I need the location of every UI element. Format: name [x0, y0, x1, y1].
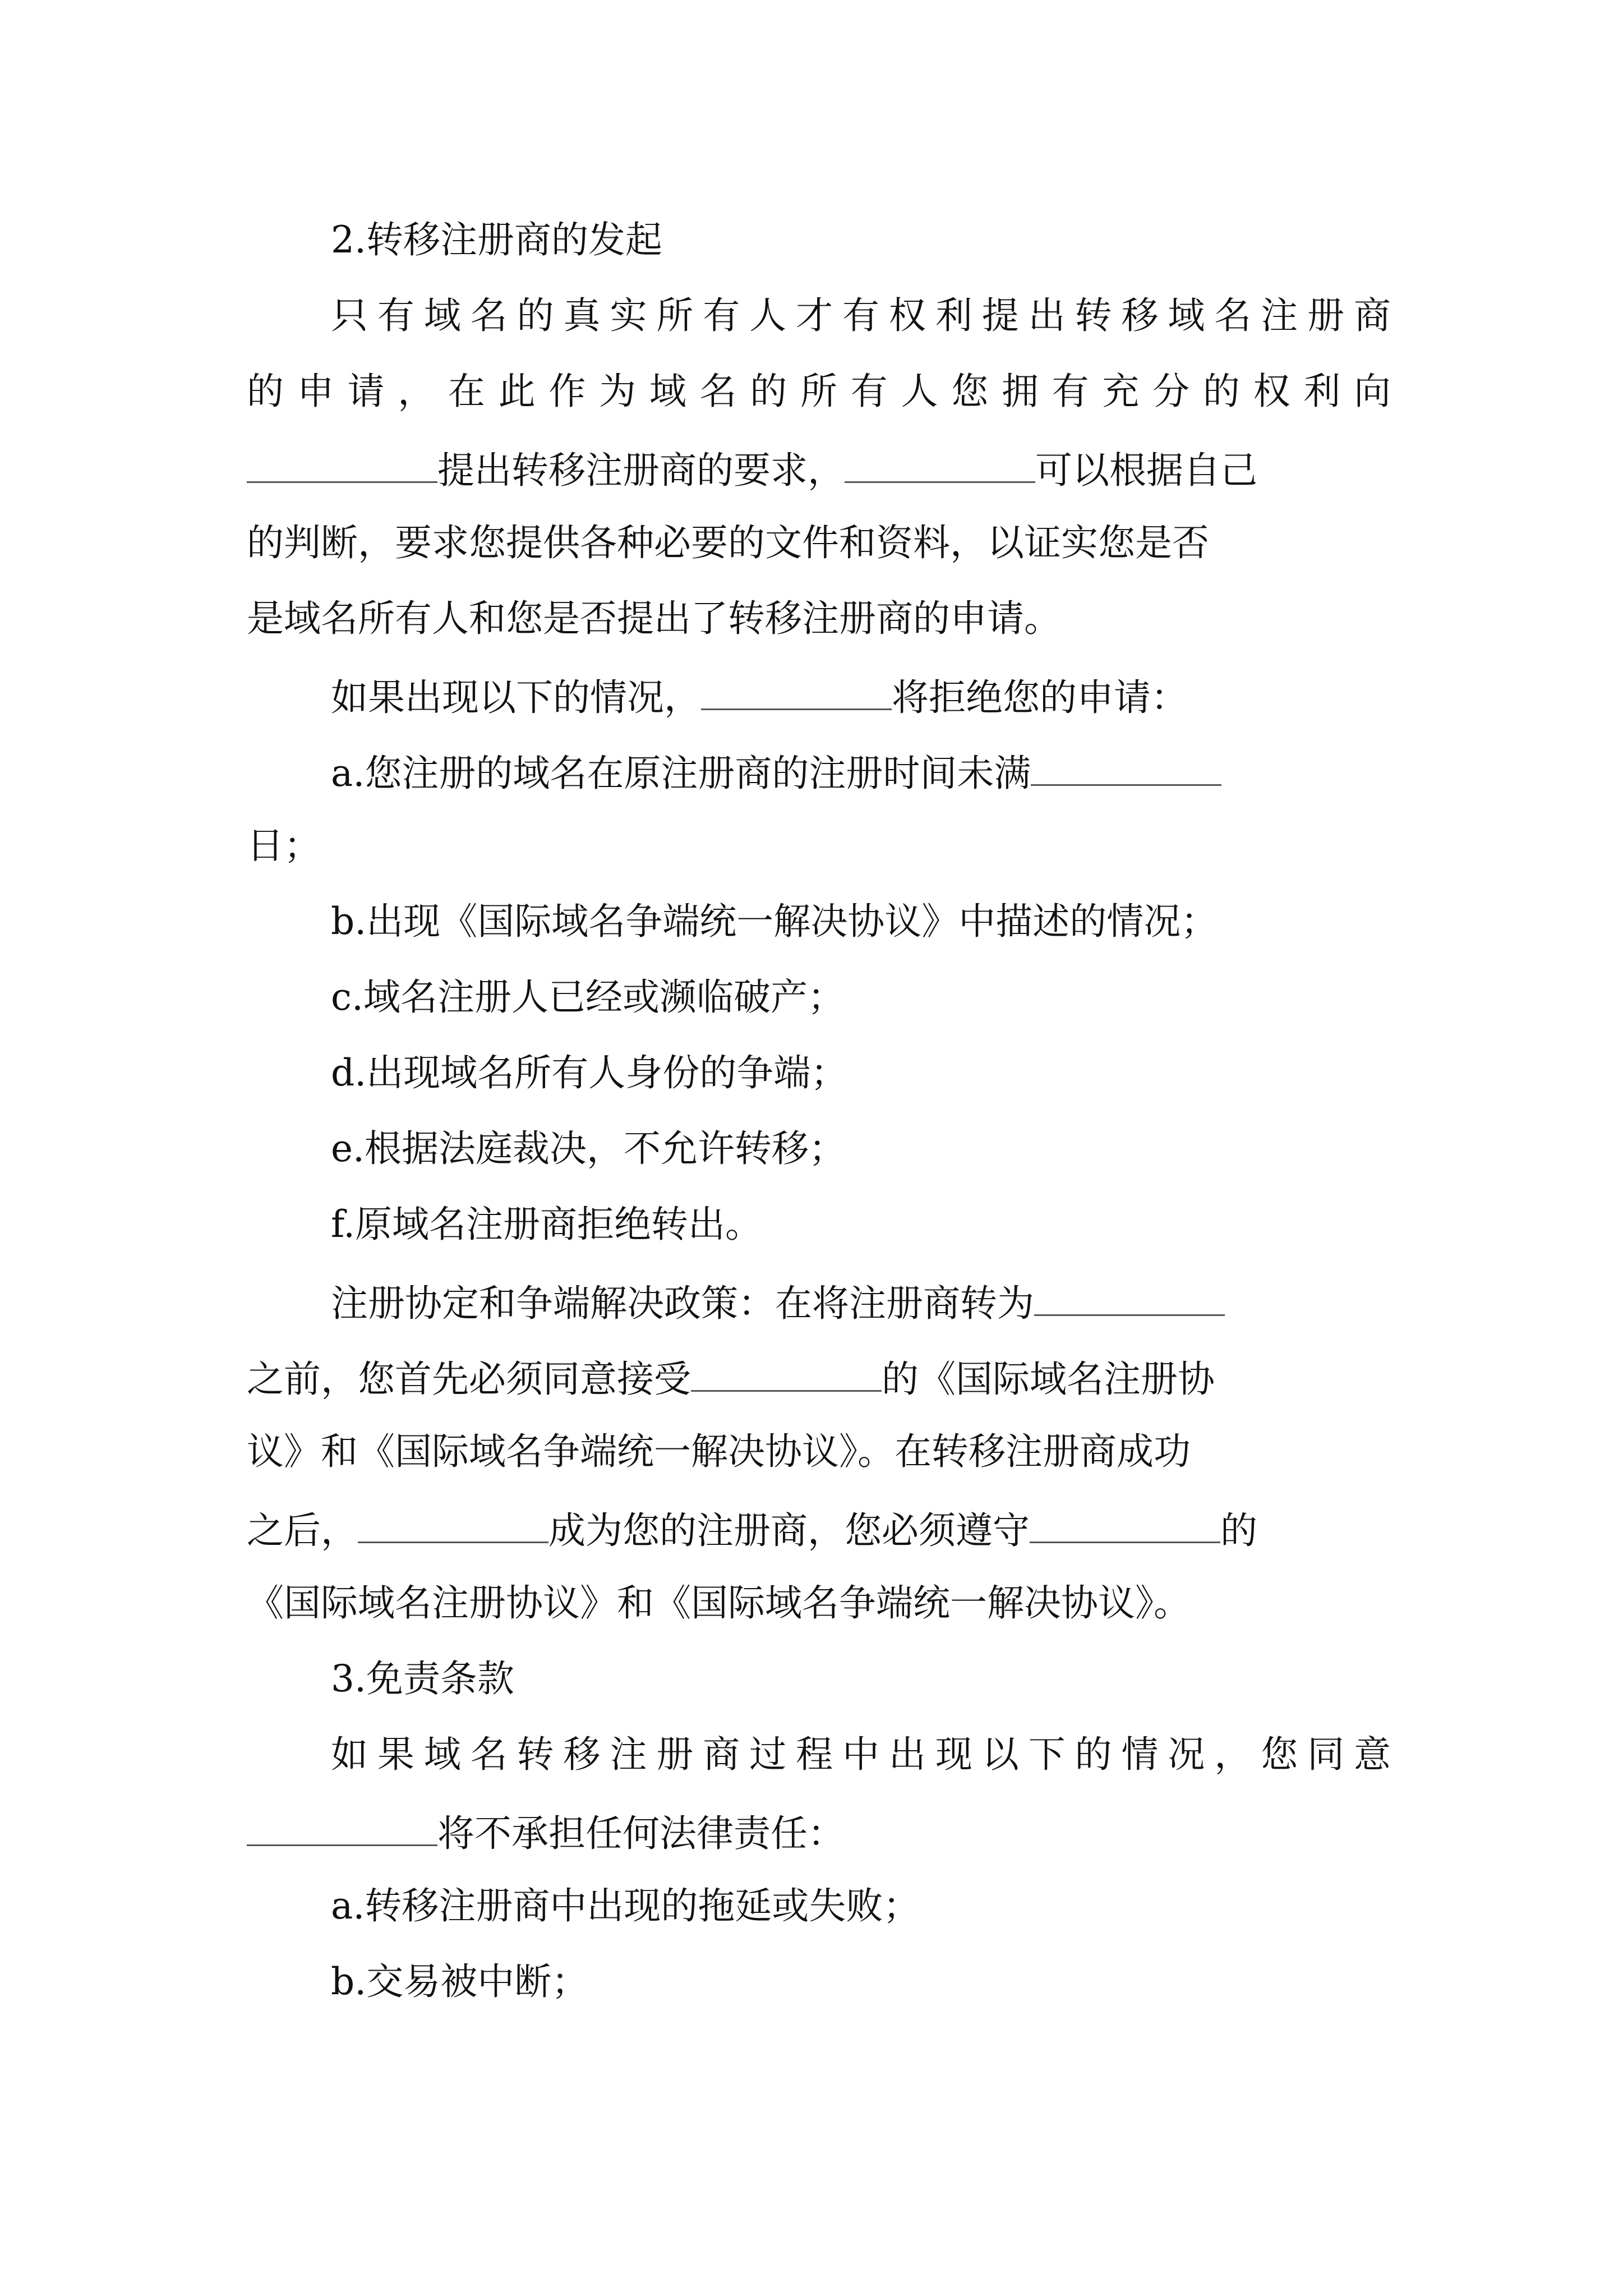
- text-span: a.您注册的域名在原注册商的注册时间未满: [331, 752, 1031, 795]
- list-item: b.出现《国际域名争端统一解决协议》中描述的情况；: [331, 900, 1218, 943]
- paragraph-line: 是域名所有人和您是否提出了转移注册商的申请。: [247, 597, 1061, 640]
- list-item-continuation: 日；: [247, 824, 321, 867]
- paragraph-line: 如果域名转移注册商过程中出现以下的情况，您同意: [331, 1733, 1391, 1776]
- paragraph-line: [247, 1502, 1391, 1556]
- section-heading-transfer: 2.转移注册商的发起: [331, 218, 662, 261]
- blank-field: [1031, 745, 1221, 786]
- list-item: [331, 745, 1475, 799]
- text-span: 将不承担任何法律责任：: [437, 1812, 845, 1855]
- list-item: a.转移注册商中出现的拖延或失败；: [331, 1884, 920, 1927]
- blank-field: [247, 1805, 437, 1846]
- paragraph-line: [247, 442, 1391, 496]
- paragraph-line: [331, 1275, 1475, 1329]
- blank-field: [1030, 1502, 1220, 1543]
- text-span: 之前，您首先必须同意接受: [247, 1358, 691, 1401]
- text-span: 提出转移注册商的要求，: [437, 449, 845, 492]
- blank-field: [358, 1502, 548, 1543]
- paragraph-line: 只有域名的真实所有人才有权利提出转移域名注册商: [331, 294, 1391, 337]
- paragraph-line: 的申请，在此作为域名的所有人您拥有充分的权利向: [247, 370, 1391, 413]
- paragraph-line: 议》和《国际域名争端统一解决协议》。在转移注册商成功: [247, 1430, 1191, 1473]
- blank-field: [1034, 1275, 1225, 1316]
- list-item: f.原域名注册商拒绝转出。: [331, 1203, 763, 1246]
- paragraph-line: [247, 1351, 1391, 1405]
- list-item: b.交易被中断；: [331, 1960, 589, 2003]
- blank-field: [701, 669, 892, 710]
- list-item: e.根据法庭裁决，不允许转移；: [331, 1127, 846, 1170]
- blank-field: [845, 442, 1035, 483]
- text-span: 的《国际域名注册协: [882, 1358, 1215, 1401]
- text-span: 的: [1220, 1509, 1257, 1552]
- text-span: 如果出现以下的情况，: [331, 676, 701, 719]
- text-span: 将拒绝您的申请：: [892, 676, 1188, 719]
- text-span: 成为您的注册商，您必须遵守: [548, 1509, 1030, 1552]
- paragraph-line: [331, 669, 1475, 723]
- paragraph-line: [247, 1805, 1391, 1859]
- blank-field: [247, 442, 437, 483]
- paragraph-line: 的判断，要求您提供各种必要的文件和资料，以证实您是否: [247, 521, 1209, 564]
- text-span: 可以根据自己: [1035, 449, 1257, 492]
- text-span: 之后，: [247, 1509, 358, 1552]
- paragraph-line: 《国际域名注册协议》和《国际域名争端统一解决协议》。: [247, 1581, 1191, 1625]
- text-span: 注册协定和争端解决政策：在将注册商转为: [331, 1282, 1034, 1325]
- list-item: c.域名注册人已经或濒临破产；: [331, 976, 845, 1019]
- list-item: d.出现域名所有人身份的争端；: [331, 1051, 848, 1094]
- section-heading-disclaimer: 3.免责条款: [331, 1657, 514, 1700]
- blank-field: [691, 1351, 882, 1392]
